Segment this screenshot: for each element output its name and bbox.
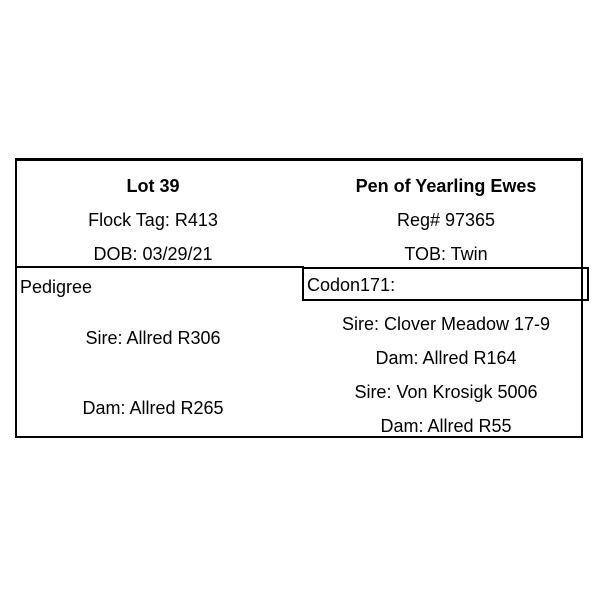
lot-card — [15, 158, 583, 438]
registration-number: Reg# 97365 — [396, 210, 496, 230]
codon-label: Codon171: — [307, 275, 396, 295]
sire-sire: Sire: Clover Meadow 17-9 — [341, 314, 551, 334]
pedigree-label: Pedigree — [20, 277, 93, 297]
pedigree-sire: Sire: Allred R306 — [85, 328, 221, 348]
pedigree-dam: Dam: Allred R265 — [82, 398, 224, 418]
sire-dam: Dam: Allred R164 — [375, 348, 517, 368]
type-of-birth: TOB: Twin — [404, 244, 488, 264]
dam-dam: Dam: Allred R55 — [380, 416, 512, 436]
flock-tag: Flock Tag: R413 — [88, 210, 218, 230]
lot-title: Pen of Yearling Ewes — [355, 176, 537, 196]
dam-sire: Sire: Von Krosigk 5006 — [354, 382, 538, 402]
codon-box — [302, 267, 589, 301]
lot-number: Lot 39 — [126, 176, 180, 196]
section-divider — [17, 266, 304, 268]
date-of-birth: DOB: 03/29/21 — [93, 244, 213, 264]
